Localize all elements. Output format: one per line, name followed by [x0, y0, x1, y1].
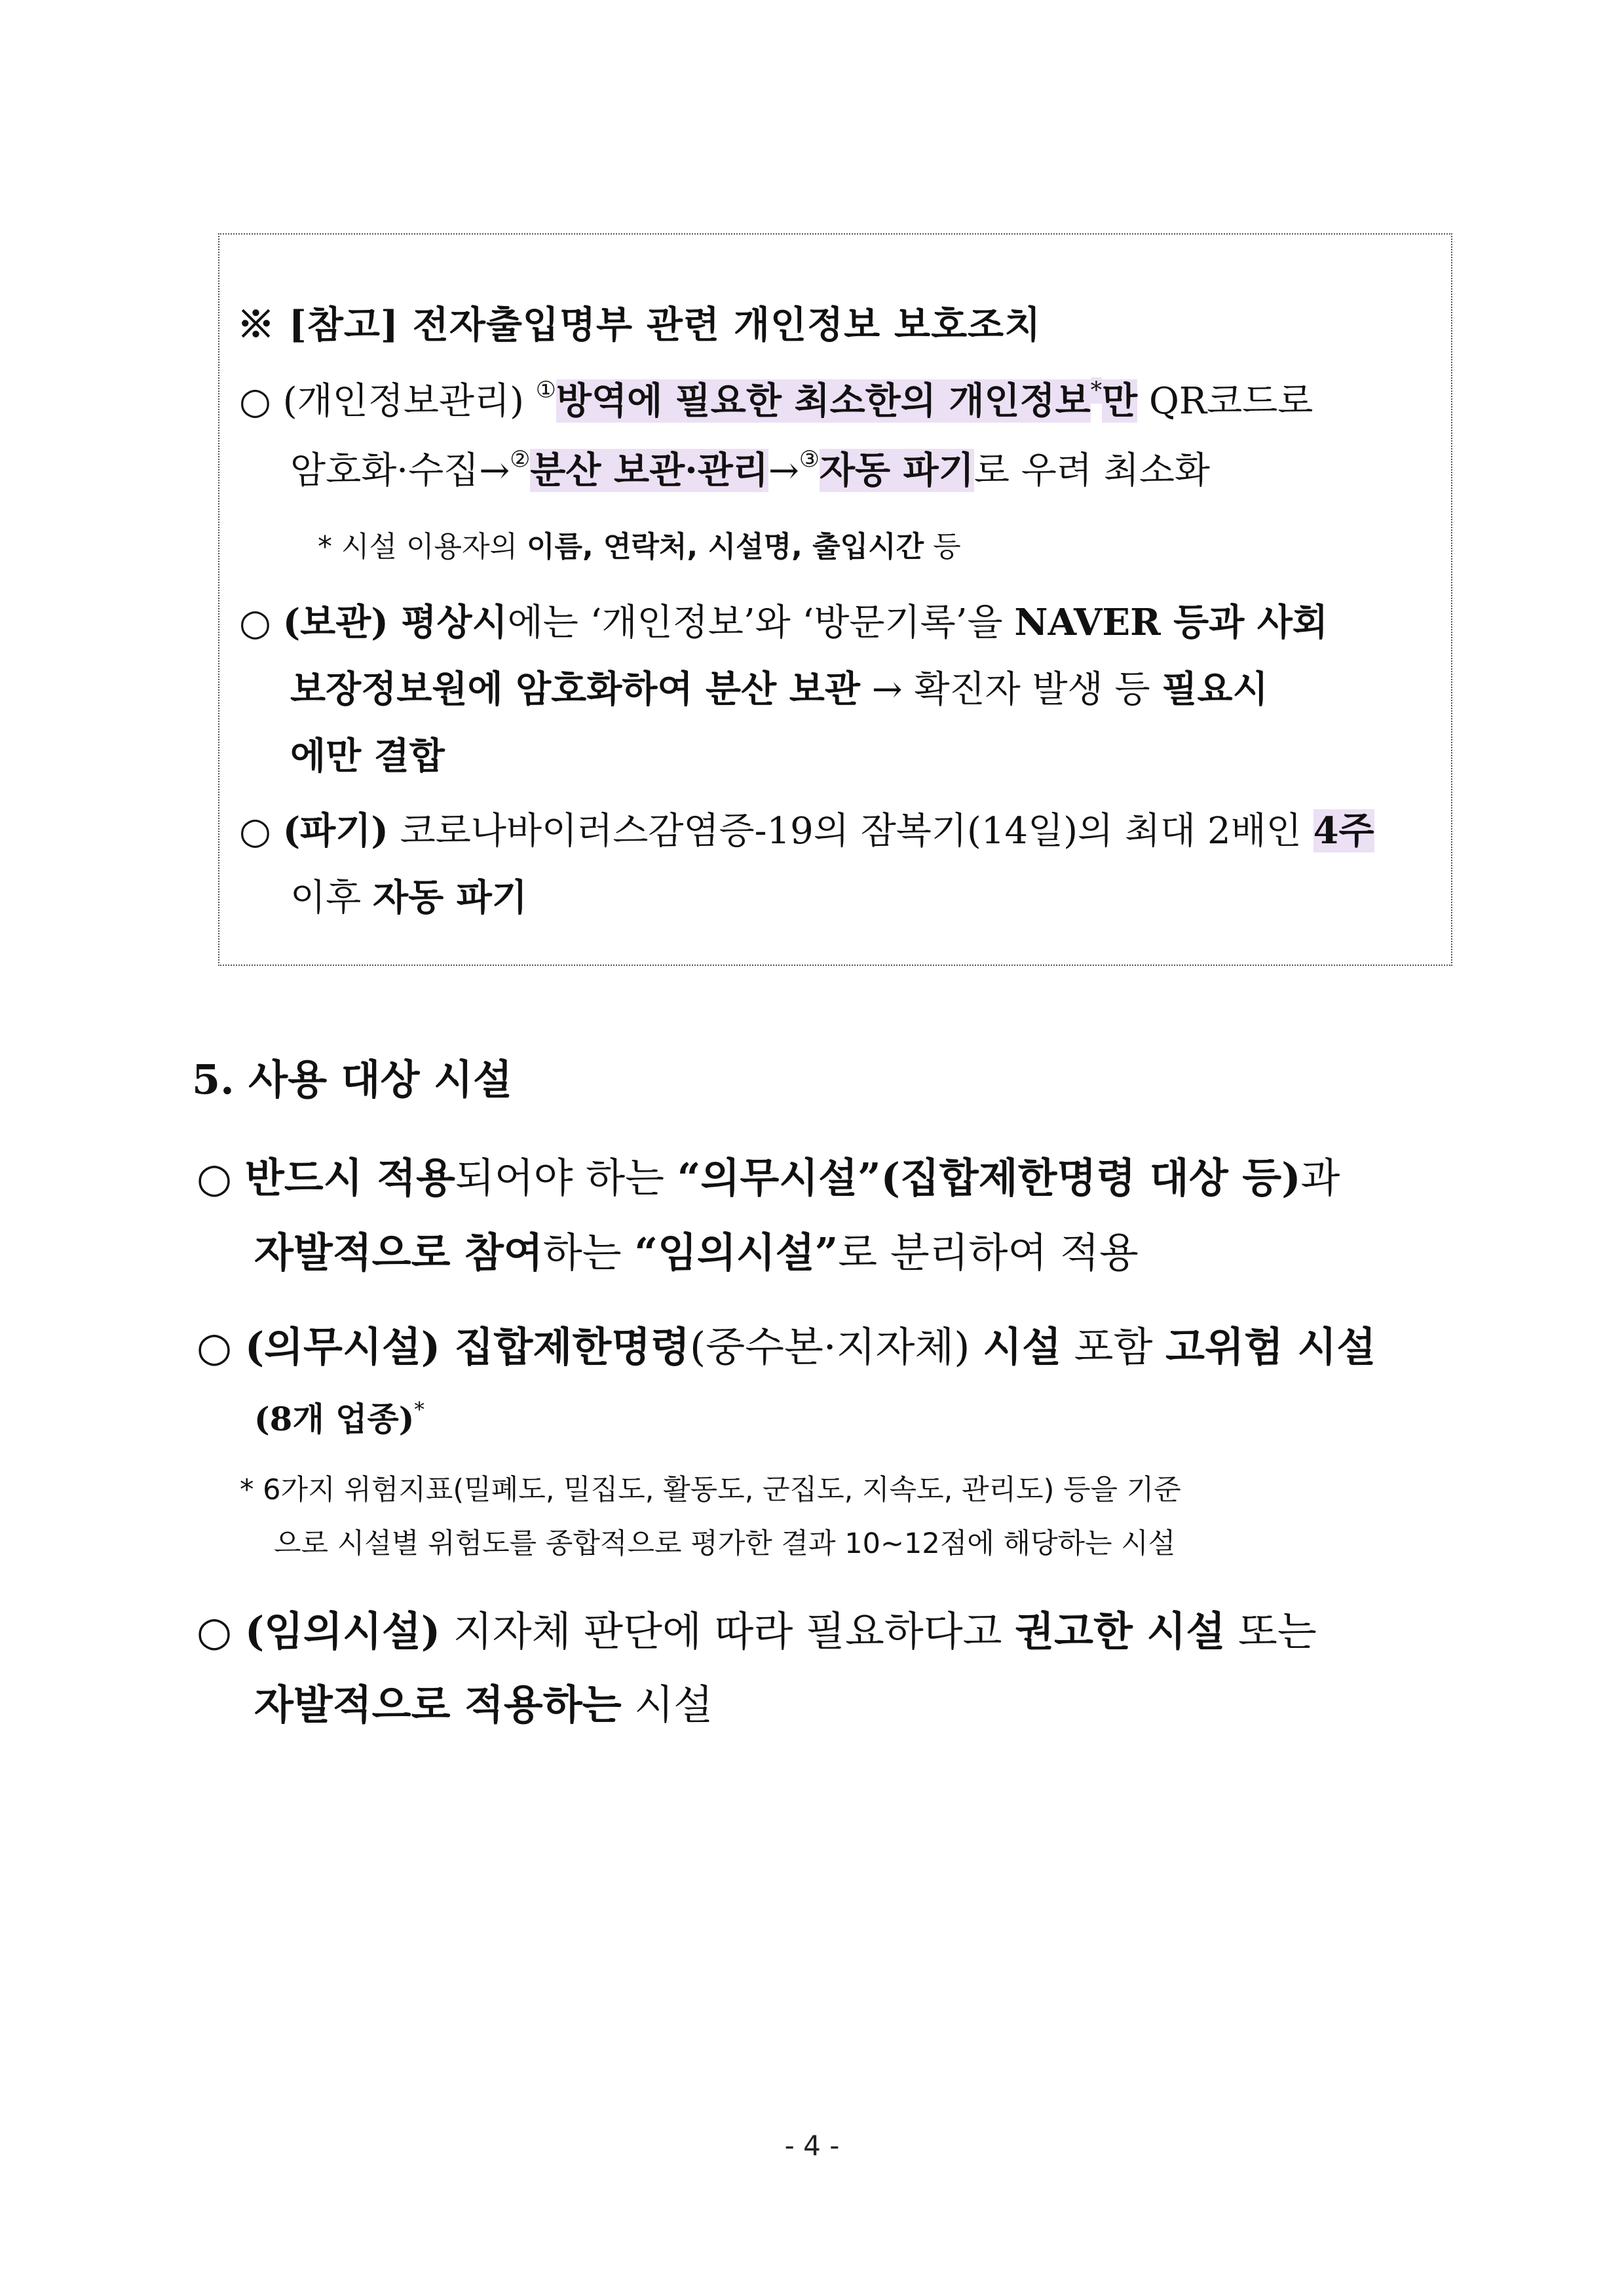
body-text: 코로나바이러스감염증-19의 잠복기(14일)의 최대 2배인: [388, 810, 1313, 852]
body-text: 에는 ‘개인정보’와 ‘방문기록’을: [507, 602, 1015, 644]
reference-item-storage-line2: [290, 660, 1268, 713]
bullet-circle-icon: ○: [197, 1323, 233, 1371]
reference-item-storage-line3: [290, 727, 445, 780]
note-star: *: [240, 1474, 254, 1506]
bold-text: “의무시설”(집합제한명령 대상 등): [677, 1154, 1301, 1202]
item-label: (보관) 평상시: [282, 601, 508, 644]
section-item-voluntary-line1: [197, 1599, 1317, 1657]
footnote-star: *: [1090, 377, 1103, 404]
circled-number-2: ②: [510, 446, 531, 473]
highlight-text: 4주: [1313, 809, 1374, 852]
section-item-required-note-line2: [274, 1521, 1175, 1561]
note-text: 6가지 위험지표(밀폐도, 밀집도, 활동도, 군집도, 지속도, 관리도) 등을 기준: [263, 1474, 1181, 1506]
body-text: 과: [1300, 1154, 1340, 1202]
circled-number-1: ①: [535, 377, 556, 404]
reference-item-storage-line1: [239, 594, 1328, 646]
bullet-circle-icon: ○: [239, 810, 271, 852]
note-bold-text: 이름, 연락처, 시설명, 출입시간: [527, 530, 924, 564]
reference-item-destroy-line2: [290, 869, 527, 921]
bold-text: 반드시 적용: [244, 1154, 455, 1202]
body-text: 로 우려 최소화: [973, 450, 1211, 492]
reference-title: ※ [참고] 전자출입명부 관련 개인정보 보호조치: [237, 303, 1042, 347]
body-text: 되어야 하는: [455, 1154, 677, 1202]
bullet-circle-icon: ○: [239, 380, 271, 423]
reference-item-destroy-line1: [239, 802, 1374, 854]
section-item-required-note-line1: [240, 1468, 1181, 1508]
bold-text: (임의시설): [244, 1607, 441, 1655]
highlight-text: 분산 보관·관리: [530, 449, 768, 492]
footnote-star: *: [414, 1398, 425, 1422]
bold-text: 자발적으로 적용하는: [254, 1681, 622, 1729]
body-text: 지자체 판단에 따라 필요하다고: [440, 1607, 1015, 1655]
body-text: 하는: [542, 1229, 635, 1276]
item-label: (개인정보관리): [282, 380, 524, 423]
note-text: 등: [924, 530, 961, 564]
bold-text: (의무시설) 집합제한명령: [244, 1323, 690, 1371]
bold-text: 권고한 시설: [1015, 1607, 1226, 1655]
body-text: → 확진자 발생 등: [859, 668, 1162, 711]
body-text: 시설: [621, 1681, 713, 1729]
highlight-text: 자동 파기: [819, 449, 974, 492]
section-item-mandatory-line2: [254, 1220, 1139, 1278]
page-number: - 4 -: [784, 2130, 840, 2162]
section-title: 5. 사용 대상 시설: [192, 1056, 512, 1103]
arrow-text: →: [768, 450, 799, 492]
bold-text: 자동 파기: [373, 876, 527, 919]
bold-text: 자발적으로 참여: [254, 1229, 543, 1276]
section-item-required-line1: [197, 1314, 1376, 1373]
bold-text: “임의시설”: [634, 1229, 839, 1276]
bullet-circle-icon: ○: [197, 1607, 233, 1655]
note-text: 으로 시설별 위험도를 종합적으로 평가한 결과 10∼12점에 해당하는 시설: [274, 1527, 1176, 1560]
section-item-mandatory-line1: [197, 1145, 1340, 1204]
bold-text: (8개 업종): [254, 1400, 415, 1438]
circled-number-3: ③: [799, 446, 820, 473]
note-text: 시설 이용자의: [341, 530, 527, 564]
bold-text: 에만 결합: [290, 735, 445, 778]
body-text: 이후: [290, 877, 373, 919]
section-item-required-line2: [254, 1393, 425, 1440]
bold-text: 고위험 시설: [1165, 1323, 1376, 1371]
highlight-text: 만: [1102, 379, 1138, 423]
bold-text: 보장정보원에 암호화하여 분산 보관: [290, 668, 860, 711]
reference-box: [218, 233, 1452, 966]
bold-text: 필요시: [1161, 668, 1268, 711]
bold-text: 시설: [983, 1323, 1061, 1371]
bullet-circle-icon: ○: [239, 602, 271, 644]
body-text: 포함: [1061, 1323, 1166, 1371]
reference-item-management-line1: [239, 372, 1313, 425]
item-label: (파기): [282, 809, 388, 852]
bold-text: NAVER 등과 사회: [1014, 601, 1329, 644]
body-text: 암호화·수집→: [290, 450, 510, 492]
highlight-text: 방역에 필요한 최소한의 개인정보: [556, 379, 1091, 423]
body-text: QR코드로: [1137, 380, 1313, 423]
section-item-voluntary-line2: [254, 1672, 713, 1731]
reference-item-management-line2: [290, 442, 1210, 494]
bullet-circle-icon: ○: [197, 1154, 233, 1202]
body-text: 또는: [1225, 1607, 1317, 1655]
body-text: (중수본·지자체): [690, 1323, 983, 1371]
reference-item-management-note: [318, 523, 961, 565]
note-star: *: [318, 530, 332, 564]
body-text: 로 분리하여 적용: [838, 1229, 1139, 1276]
